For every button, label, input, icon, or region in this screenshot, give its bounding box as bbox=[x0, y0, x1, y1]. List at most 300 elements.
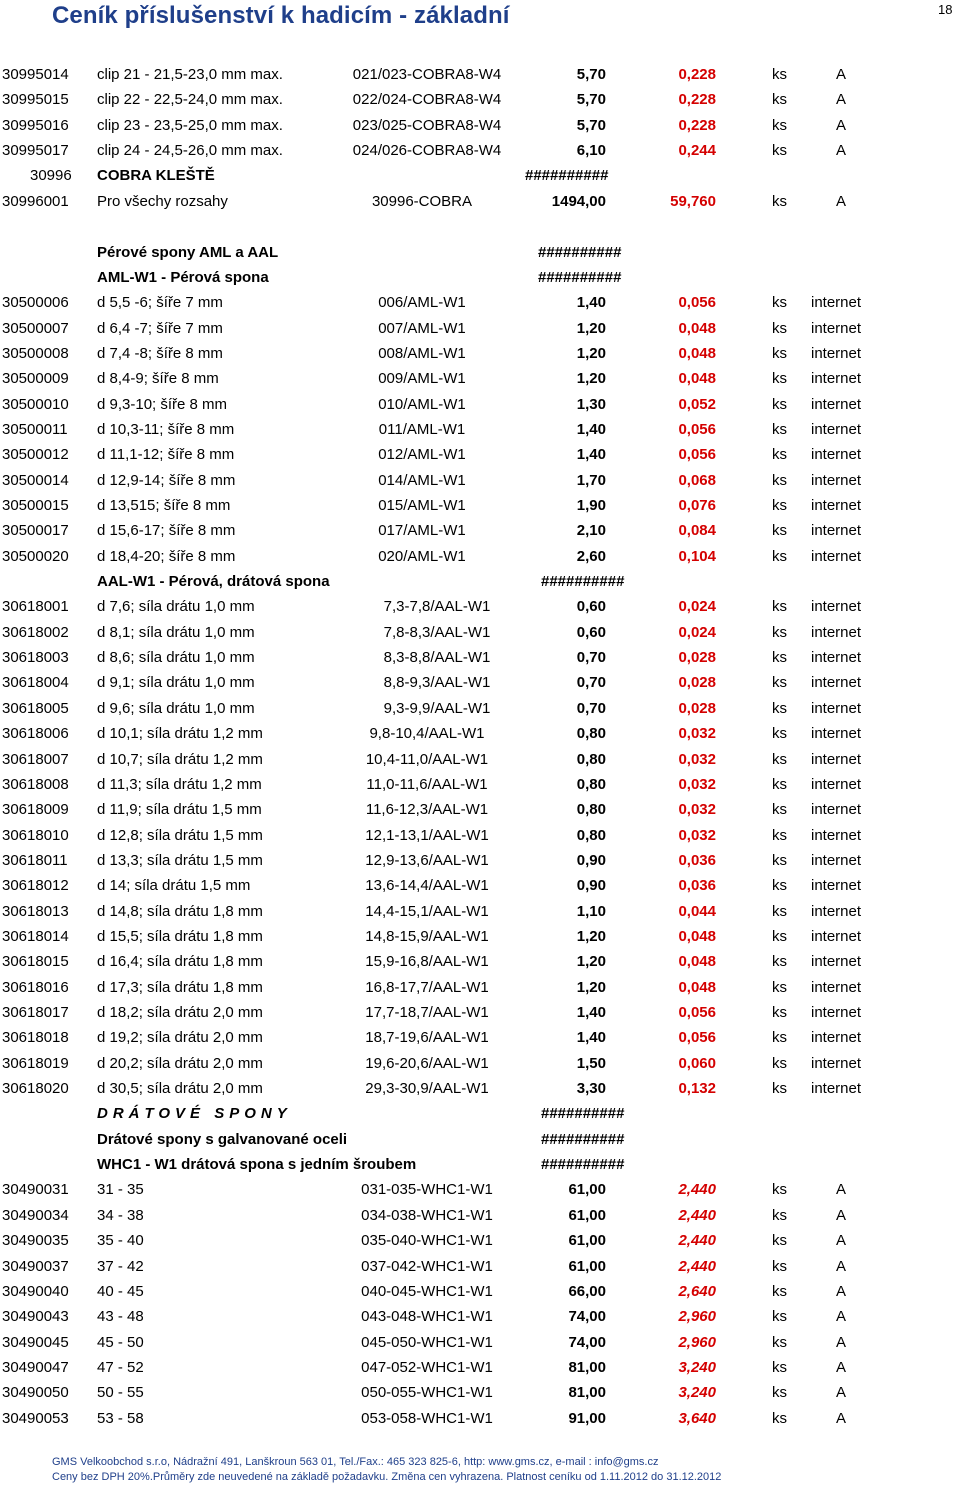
availability: A bbox=[836, 66, 847, 83]
table-row bbox=[0, 1004, 960, 1029]
page-number: 18 bbox=[938, 2, 953, 17]
unit: ks bbox=[772, 522, 787, 540]
item-code: 30490035 bbox=[2, 1232, 69, 1250]
table-row bbox=[0, 522, 960, 547]
article-number: 053-058-WHC1-W1 bbox=[361, 1409, 493, 1427]
table-row bbox=[0, 1207, 960, 1232]
item-code: 30500008 bbox=[2, 344, 69, 362]
price-eur: 0,024 bbox=[678, 623, 716, 641]
article-number: 16,8-17,7/AAL-W1 bbox=[365, 978, 489, 996]
price-czk: 0,60 bbox=[576, 598, 606, 616]
item-code: 30618006 bbox=[2, 725, 69, 743]
price-eur: 2,960 bbox=[678, 1333, 716, 1351]
unit: ks bbox=[772, 116, 787, 134]
item-code: 30500007 bbox=[2, 319, 69, 337]
price-czk: 0,90 bbox=[576, 851, 606, 869]
item-code: 30618016 bbox=[2, 978, 69, 996]
item-code: 30618013 bbox=[2, 902, 69, 920]
availability: A bbox=[836, 91, 847, 109]
item-description: d 8,6; síla drátu 1,0 mm bbox=[97, 649, 255, 667]
availability: internet bbox=[811, 978, 862, 996]
availability: internet bbox=[811, 699, 862, 717]
availability: internet bbox=[811, 1080, 862, 1097]
item-code: 30618017 bbox=[2, 1004, 69, 1021]
table-row bbox=[0, 649, 960, 674]
item-description: d 20,2; síla drátu 2,0 mm bbox=[97, 1054, 263, 1072]
availability: A bbox=[836, 1308, 847, 1326]
overflow-placeholder: ########## bbox=[541, 1156, 625, 1173]
item-code: 30618005 bbox=[2, 699, 69, 717]
item-description: 50 - 55 bbox=[97, 1384, 144, 1402]
availability: A bbox=[836, 1181, 847, 1199]
table-row bbox=[0, 953, 960, 978]
item-code: 30500010 bbox=[2, 395, 69, 413]
article-number: 050-055-WHC1-W1 bbox=[361, 1384, 493, 1402]
item-description: d 8,4-9; šíře 8 mm bbox=[97, 370, 219, 388]
price-czk: 81,00 bbox=[568, 1358, 606, 1376]
item-code: 30500006 bbox=[2, 294, 69, 312]
price-czk: 6,10 bbox=[576, 142, 606, 160]
price-eur: 2,440 bbox=[678, 1257, 716, 1275]
item-code: 30500020 bbox=[2, 547, 69, 565]
price-czk: 61,00 bbox=[568, 1206, 606, 1224]
price-czk: 5,70 bbox=[576, 116, 606, 134]
article-number: 19,6-20,6/AAL-W1 bbox=[365, 1054, 489, 1072]
table-row bbox=[0, 801, 960, 826]
price-eur: 0,028 bbox=[678, 674, 716, 692]
article-number: 015/AML-W1 bbox=[378, 497, 466, 514]
price-eur: 0,056 bbox=[678, 1029, 716, 1047]
table-row bbox=[0, 1232, 960, 1257]
item-description: clip 22 - 22,5-24,0 mm max. bbox=[97, 91, 283, 109]
unit: ks bbox=[772, 1333, 787, 1351]
article-number: 11,0-11,6/AAL-W1 bbox=[366, 775, 488, 793]
price-czk: 1,30 bbox=[576, 395, 606, 413]
item-code: 30490040 bbox=[2, 1282, 69, 1300]
availability: internet bbox=[811, 649, 862, 667]
item-description: d 10,7; síla drátu 1,2 mm bbox=[97, 750, 263, 768]
table-row bbox=[0, 1283, 960, 1308]
item-code: 30995016 bbox=[2, 116, 69, 134]
availability: A bbox=[836, 1358, 847, 1376]
item-description: d 7,4 -8; šíře 8 mm bbox=[97, 344, 223, 362]
table-row bbox=[0, 1258, 960, 1283]
availability: internet bbox=[811, 851, 862, 869]
unit: ks bbox=[772, 1257, 787, 1275]
price-eur: 0,032 bbox=[678, 775, 716, 793]
availability: internet bbox=[811, 902, 862, 920]
unit: ks bbox=[772, 91, 787, 109]
item-code: 30500012 bbox=[2, 446, 69, 464]
item-description: d 13,515; šíře 8 mm bbox=[97, 497, 231, 514]
price-czk: 1,70 bbox=[576, 471, 606, 489]
price-eur: 0,060 bbox=[678, 1054, 716, 1072]
price-eur: 0,056 bbox=[678, 294, 716, 312]
item-description: d 6,4 -7; šíře 7 mm bbox=[97, 319, 223, 337]
item-code: 30995015 bbox=[2, 91, 69, 109]
item-code: 30500009 bbox=[2, 370, 69, 388]
item-code: 30996001 bbox=[2, 192, 69, 210]
unit: ks bbox=[772, 623, 787, 641]
item-code: 30490045 bbox=[2, 1333, 69, 1351]
price-czk: 74,00 bbox=[568, 1333, 606, 1351]
item-code: 30490034 bbox=[2, 1206, 69, 1224]
article-number: 7,8-8,3/AAL-W1 bbox=[383, 623, 491, 641]
item-code: 30490037 bbox=[2, 1257, 69, 1275]
price-eur: 0,028 bbox=[678, 699, 716, 717]
price-eur: 0,032 bbox=[678, 801, 716, 819]
price-eur: 0,228 bbox=[678, 66, 716, 83]
article-number: 12,9-13,6/AAL-W1 bbox=[365, 851, 489, 869]
price-eur: 59,760 bbox=[670, 192, 716, 210]
availability: A bbox=[836, 192, 847, 210]
price-czk: 1,20 bbox=[576, 370, 606, 388]
price-eur: 0,024 bbox=[678, 598, 716, 616]
availability: A bbox=[836, 1384, 847, 1402]
price-czk: 0,90 bbox=[576, 877, 606, 895]
item-code: 30490050 bbox=[2, 1384, 69, 1402]
footer-price-note: Ceny bez DPH 20%.Průměry zde neuvedené na základě požadavku. Změna cen vyhrazena. Platnost ceníku od 1.11.2012 do 31.12.2012 bbox=[52, 1471, 722, 1483]
item-code: 30618004 bbox=[2, 674, 69, 692]
price-eur: 3,240 bbox=[678, 1358, 716, 1376]
item-description: d 13,3; síla drátu 1,5 mm bbox=[97, 851, 263, 869]
price-eur: 0,048 bbox=[678, 344, 716, 362]
price-czk: 1,20 bbox=[576, 319, 606, 337]
price-czk: 1,20 bbox=[576, 344, 606, 362]
item-description: d 5,5 -6; šíře 7 mm bbox=[97, 294, 223, 312]
item-description: d 7,6; síla drátu 1,0 mm bbox=[97, 598, 255, 616]
unit: ks bbox=[772, 370, 787, 388]
unit: ks bbox=[772, 66, 787, 83]
unit: ks bbox=[772, 1232, 787, 1250]
price-czk: 2,10 bbox=[576, 522, 606, 540]
table-row bbox=[0, 852, 960, 877]
item-description: d 10,3-11; šíře 8 mm bbox=[97, 420, 235, 438]
item-description: 31 - 35 bbox=[97, 1181, 144, 1199]
price-eur: 0,052 bbox=[678, 395, 716, 413]
price-czk: 1,10 bbox=[576, 902, 606, 920]
unit: ks bbox=[772, 598, 787, 616]
unit: ks bbox=[772, 851, 787, 869]
unit: ks bbox=[772, 877, 787, 895]
item-code: 30618002 bbox=[2, 623, 69, 641]
article-number: 12,1-13,1/AAL-W1 bbox=[365, 826, 489, 844]
article-number: 021/023-COBRA8-W4 bbox=[352, 66, 502, 83]
item-code: 30618007 bbox=[2, 750, 69, 768]
availability: A bbox=[836, 116, 847, 134]
item-description: 34 - 38 bbox=[97, 1206, 144, 1224]
table-row bbox=[0, 320, 960, 345]
item-description: d 19,2; síla drátu 2,0 mm bbox=[97, 1029, 263, 1047]
price-eur: 0,032 bbox=[678, 750, 716, 768]
table-row bbox=[0, 1308, 960, 1333]
item-code: 30500015 bbox=[2, 497, 69, 514]
price-czk: 1,20 bbox=[576, 927, 606, 945]
price-eur: 0,056 bbox=[678, 420, 716, 438]
article-number: 29,3-30,9/AAL-W1 bbox=[365, 1080, 489, 1097]
unit: ks bbox=[772, 1308, 787, 1326]
availability: A bbox=[836, 1206, 847, 1224]
item-description: d 30,5; síla drátu 2,0 mm bbox=[97, 1080, 263, 1097]
price-czk: 1,50 bbox=[576, 1054, 606, 1072]
table-row bbox=[0, 751, 960, 776]
availability: internet bbox=[811, 953, 862, 971]
price-czk: 0,80 bbox=[576, 750, 606, 768]
availability: internet bbox=[811, 1004, 862, 1021]
price-eur: 0,048 bbox=[678, 319, 716, 337]
table-row bbox=[0, 776, 960, 801]
item-code: 30490043 bbox=[2, 1308, 69, 1326]
price-eur: 0,132 bbox=[678, 1080, 716, 1097]
price-czk: 1,20 bbox=[576, 953, 606, 971]
overflow-placeholder: ########## bbox=[538, 268, 622, 286]
table-row bbox=[0, 396, 960, 421]
item-code: 30500014 bbox=[2, 471, 69, 489]
item-code: 30618020 bbox=[2, 1080, 69, 1097]
table-row bbox=[0, 142, 960, 167]
table-row bbox=[0, 1029, 960, 1054]
availability: internet bbox=[811, 547, 862, 565]
availability: internet bbox=[811, 826, 862, 844]
item-description: COBRA KLEŠTĚ bbox=[97, 167, 215, 185]
price-eur: 0,244 bbox=[678, 142, 716, 160]
item-description: clip 23 - 23,5-25,0 mm max. bbox=[97, 116, 283, 134]
unit: ks bbox=[772, 497, 787, 514]
article-number: 014/AML-W1 bbox=[378, 471, 466, 489]
item-description: d 16,4; síla drátu 1,8 mm bbox=[97, 953, 263, 971]
price-eur: 3,640 bbox=[678, 1409, 716, 1427]
price-eur: 3,240 bbox=[678, 1384, 716, 1402]
article-number: 007/AML-W1 bbox=[378, 319, 466, 337]
item-description: 43 - 48 bbox=[97, 1308, 144, 1326]
table-row bbox=[0, 877, 960, 902]
table-row bbox=[0, 598, 960, 623]
price-eur: 0,084 bbox=[678, 522, 716, 540]
table-row bbox=[0, 1055, 960, 1080]
item-code: 30618014 bbox=[2, 927, 69, 945]
price-czk: 1494,00 bbox=[551, 192, 606, 210]
price-czk: 1,40 bbox=[576, 446, 606, 464]
unit: ks bbox=[772, 1384, 787, 1402]
price-eur: 0,068 bbox=[678, 471, 716, 489]
article-number: 037-042-WHC1-W1 bbox=[361, 1257, 493, 1275]
item-code: 30618018 bbox=[2, 1029, 69, 1047]
item-code: 30618001 bbox=[2, 598, 69, 616]
article-number: 7,3-7,8/AAL-W1 bbox=[383, 598, 491, 616]
section-header-row bbox=[0, 269, 960, 294]
price-czk: 1,40 bbox=[576, 420, 606, 438]
availability: A bbox=[836, 1232, 847, 1250]
unit: ks bbox=[772, 1409, 787, 1427]
section-header-row bbox=[0, 1131, 960, 1156]
row-spacer bbox=[0, 218, 960, 243]
item-code: 30618011 bbox=[2, 851, 68, 869]
item-description: d 11,9; síla drátu 1,5 mm bbox=[97, 801, 262, 819]
item-description: 47 - 52 bbox=[97, 1358, 144, 1376]
item-description: d 14; síla drátu 1,5 mm bbox=[97, 877, 251, 895]
item-description: d 11,1-12; šíře 8 mm bbox=[97, 446, 235, 464]
item-description: d 9,6; síla drátu 1,0 mm bbox=[97, 699, 255, 717]
price-eur: 0,044 bbox=[678, 902, 716, 920]
table-row bbox=[0, 1080, 960, 1105]
price-czk: 61,00 bbox=[568, 1181, 606, 1199]
price-czk: 1,40 bbox=[576, 294, 606, 312]
price-eur: 0,048 bbox=[678, 978, 716, 996]
availability: internet bbox=[811, 775, 862, 793]
item-description: 53 - 58 bbox=[97, 1409, 144, 1427]
availability: internet bbox=[811, 598, 862, 616]
availability: A bbox=[836, 142, 847, 160]
table-row bbox=[0, 117, 960, 142]
item-code: 30618012 bbox=[2, 877, 69, 895]
article-number: 10,4-11,0/AAL-W1 bbox=[365, 750, 489, 768]
price-czk: 1,20 bbox=[576, 978, 606, 996]
price-czk: 61,00 bbox=[568, 1232, 606, 1250]
price-eur: 0,036 bbox=[678, 851, 716, 869]
availability: internet bbox=[811, 725, 862, 743]
overflow-placeholder: ########## bbox=[525, 167, 609, 185]
unit: ks bbox=[772, 801, 787, 819]
price-eur: 2,440 bbox=[678, 1232, 716, 1250]
availability: internet bbox=[811, 395, 862, 413]
item-description: AML-W1 - Pérová spona bbox=[97, 268, 269, 286]
availability: internet bbox=[811, 1054, 862, 1072]
item-code: 30995017 bbox=[2, 142, 69, 160]
availability: internet bbox=[811, 294, 862, 312]
item-description: d 15,5; síla drátu 1,8 mm bbox=[97, 927, 263, 945]
availability: internet bbox=[811, 319, 862, 337]
item-description: d 9,3-10; šíře 8 mm bbox=[97, 395, 228, 413]
price-czk: 74,00 bbox=[568, 1308, 606, 1326]
unit: ks bbox=[772, 725, 787, 743]
article-number: 14,4-15,1/AAL-W1 bbox=[365, 902, 489, 920]
page-title: Ceník příslušenství k hadicím - základní bbox=[52, 2, 510, 29]
article-number: 14,8-15,9/AAL-W1 bbox=[365, 927, 489, 945]
unit: ks bbox=[772, 978, 787, 996]
item-code: 30500017 bbox=[2, 522, 69, 540]
price-eur: 0,036 bbox=[678, 877, 716, 895]
article-number: 045-050-WHC1-W1 bbox=[361, 1333, 493, 1351]
footer-company-info: GMS Velkoobchod s.r.o, Nádražní 491, Lanškroun 563 01, Tel./Fax.: 465 323 825-6, http: www.gms.cz, e-mail : info@gms.cz bbox=[52, 1456, 659, 1468]
table-row bbox=[0, 421, 960, 446]
item-description: clip 24 - 24,5-26,0 mm max. bbox=[97, 142, 283, 160]
table-row bbox=[0, 446, 960, 471]
item-code: 30618019 bbox=[2, 1054, 69, 1072]
unit: ks bbox=[772, 1358, 787, 1376]
table-row bbox=[0, 66, 960, 91]
table-row bbox=[0, 548, 960, 573]
availability: internet bbox=[811, 497, 862, 514]
table-row bbox=[0, 1410, 960, 1435]
item-code: 30490053 bbox=[2, 1409, 69, 1427]
article-number: 022/024-COBRA8-W4 bbox=[352, 91, 502, 109]
availability: A bbox=[836, 1333, 847, 1351]
unit: ks bbox=[772, 1004, 787, 1021]
item-code: 30618008 bbox=[2, 775, 69, 793]
price-czk: 0,70 bbox=[576, 674, 606, 692]
price-czk: 61,00 bbox=[568, 1257, 606, 1275]
article-number: 18,7-19,6/AAL-W1 bbox=[365, 1029, 489, 1047]
table-row bbox=[0, 700, 960, 725]
availability: internet bbox=[811, 370, 862, 388]
availability: internet bbox=[811, 750, 862, 768]
price-czk: 5,70 bbox=[576, 66, 606, 83]
item-description: d 12,9-14; šíře 8 mm bbox=[97, 471, 236, 489]
section-header-row bbox=[0, 244, 960, 269]
unit: ks bbox=[772, 319, 787, 337]
item-description: d 11,3; síla drátu 1,2 mm bbox=[97, 775, 262, 793]
price-eur: 0,048 bbox=[678, 370, 716, 388]
overflow-placeholder: ########## bbox=[541, 1105, 625, 1123]
unit: ks bbox=[772, 1029, 787, 1047]
table-row bbox=[0, 928, 960, 953]
availability: internet bbox=[811, 674, 862, 692]
unit: ks bbox=[772, 1206, 787, 1224]
unit: ks bbox=[772, 294, 787, 312]
availability: internet bbox=[811, 801, 862, 819]
table-row bbox=[0, 294, 960, 319]
price-eur: 2,440 bbox=[678, 1181, 716, 1199]
table-row bbox=[0, 624, 960, 649]
overflow-placeholder: ########## bbox=[541, 1130, 625, 1148]
unit: ks bbox=[772, 826, 787, 844]
item-description: 37 - 42 bbox=[97, 1257, 144, 1275]
table-row bbox=[0, 903, 960, 928]
table-row bbox=[0, 91, 960, 116]
item-code: 30618015 bbox=[2, 953, 69, 971]
unit: ks bbox=[772, 192, 787, 210]
unit: ks bbox=[772, 344, 787, 362]
item-description: clip 21 - 21,5-23,0 mm max. bbox=[97, 66, 283, 83]
unit: ks bbox=[772, 927, 787, 945]
article-number: 010/AML-W1 bbox=[378, 395, 466, 413]
article-number: 006/AML-W1 bbox=[378, 294, 466, 312]
article-number: 8,8-9,3/AAL-W1 bbox=[383, 674, 491, 692]
price-czk: 1,40 bbox=[576, 1004, 606, 1021]
unit: ks bbox=[772, 953, 787, 971]
availability: internet bbox=[811, 420, 862, 438]
price-czk: 0,80 bbox=[576, 725, 606, 743]
item-description: 35 - 40 bbox=[97, 1232, 144, 1250]
item-description: d 10,1; síla drátu 1,2 mm bbox=[97, 725, 263, 743]
table-row bbox=[0, 827, 960, 852]
article-number: 15,9-16,8/AAL-W1 bbox=[365, 953, 489, 971]
item-description: WHC1 - W1 drátová spona s jedním šroubem bbox=[97, 1156, 417, 1173]
availability: A bbox=[836, 1282, 847, 1300]
article-number: 009/AML-W1 bbox=[378, 370, 466, 388]
table-row bbox=[0, 370, 960, 395]
unit: ks bbox=[772, 775, 787, 793]
unit: ks bbox=[772, 446, 787, 464]
unit: ks bbox=[772, 1054, 787, 1072]
price-czk: 0,80 bbox=[576, 775, 606, 793]
article-number: 040-045-WHC1-W1 bbox=[361, 1282, 493, 1300]
article-number: 008/AML-W1 bbox=[378, 344, 466, 362]
table-row bbox=[0, 345, 960, 370]
price-eur: 2,960 bbox=[678, 1308, 716, 1326]
price-czk: 0,70 bbox=[576, 699, 606, 717]
item-description: d 17,3; síla drátu 1,8 mm bbox=[97, 978, 263, 996]
table-row bbox=[0, 193, 960, 218]
unit: ks bbox=[772, 750, 787, 768]
unit: ks bbox=[772, 395, 787, 413]
table-row bbox=[0, 979, 960, 1004]
item-description: d 8,1; síla drátu 1,0 mm bbox=[97, 623, 255, 641]
unit: ks bbox=[772, 471, 787, 489]
item-description: Drátové spony s galvanované oceli bbox=[97, 1130, 348, 1148]
item-description: 45 - 50 bbox=[97, 1333, 144, 1351]
table-row bbox=[0, 1384, 960, 1409]
